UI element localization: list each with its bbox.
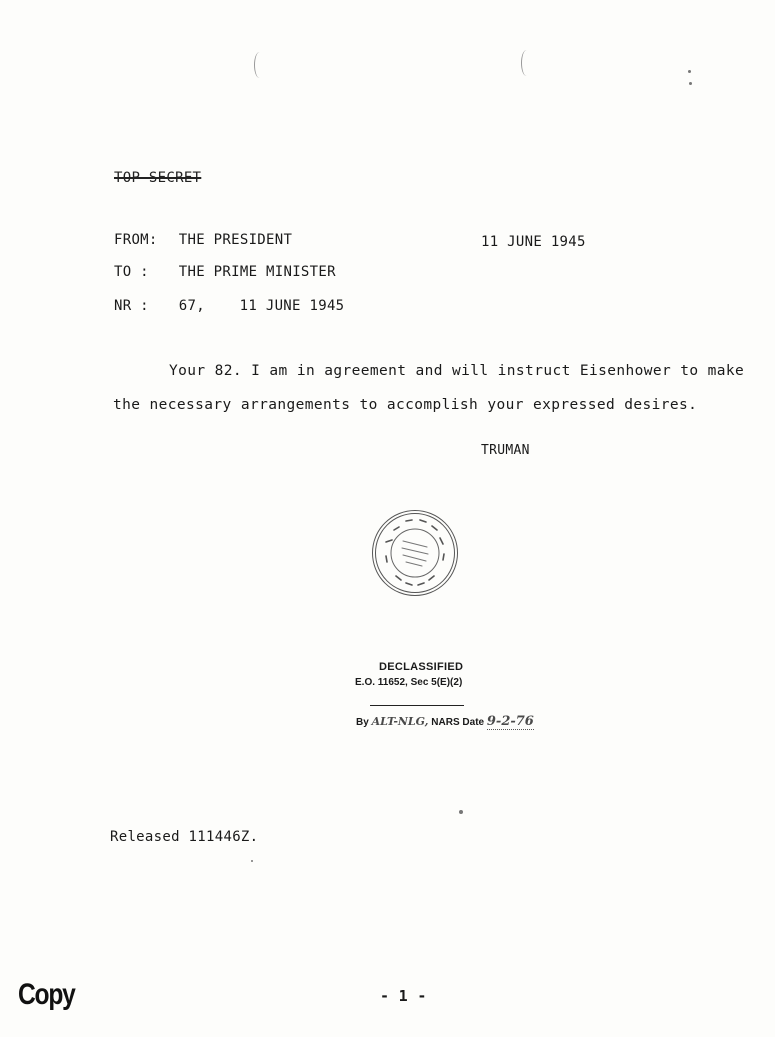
nr-date: 11 JUNE 1945 <box>239 298 345 314</box>
speck <box>688 70 691 73</box>
by-label: By <box>356 717 369 728</box>
nr-label: NR : <box>114 298 149 314</box>
signature: TRUMAN <box>481 443 530 458</box>
message-date: 11 JUNE 1945 <box>481 234 586 250</box>
nr-line <box>114 298 344 314</box>
stamp-seal-icon <box>372 510 458 596</box>
to-line <box>114 264 336 280</box>
scan-mark-left <box>254 52 265 78</box>
copy-mark: Copy <box>18 978 75 1011</box>
from-label: FROM: <box>114 232 158 248</box>
nars-date-label: NARS Date <box>431 717 485 728</box>
speck <box>251 860 253 862</box>
speck <box>689 82 692 85</box>
archive-stamp <box>372 510 458 596</box>
body-line-2: the necessary arrangements to accomplish your expressed desires. <box>113 397 698 413</box>
nr-value: 67, <box>178 298 205 314</box>
from-line <box>114 232 292 248</box>
to-label: TO : <box>114 264 149 280</box>
to-value: THE PRIME MINISTER <box>178 264 336 280</box>
declassification-by-line <box>356 714 534 729</box>
body-line-1: Your 82. I am in agreement and will instruct Eisenhower to make <box>169 363 745 379</box>
classification-marking: TOP SECRET <box>114 170 202 186</box>
page-number: - 1 - <box>380 987 427 1005</box>
declassification-authority: E.O. 11652, Sec 5(E)(2) <box>355 677 463 688</box>
declassified-title: DECLASSIFIED <box>379 661 464 673</box>
declassification-rule <box>370 705 464 706</box>
from-value: THE PRESIDENT <box>178 232 293 248</box>
nars-date-value: 9-2-76 <box>486 714 534 729</box>
by-signature: ALT-NLG, <box>371 715 429 728</box>
scan-mark-right <box>521 50 532 76</box>
release-line: Released 111446Z. <box>110 829 259 845</box>
speck <box>459 810 463 814</box>
